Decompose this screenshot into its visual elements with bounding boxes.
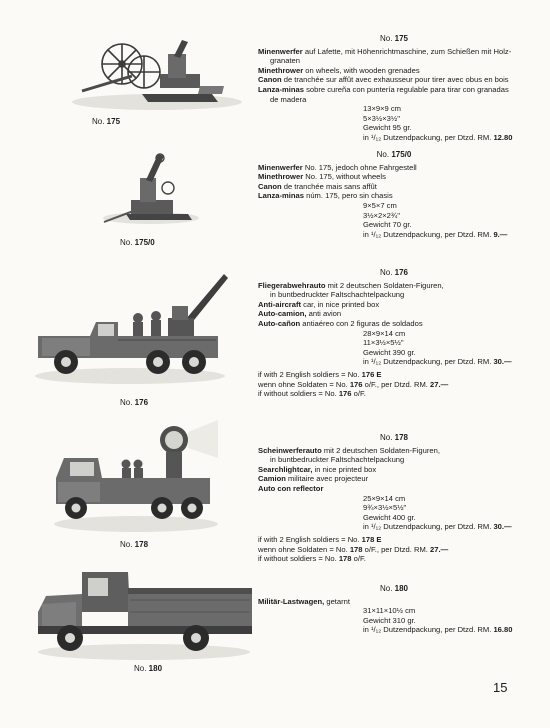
spec-line: 5×3½×3½" — [363, 113, 400, 123]
description-line: granaten — [270, 56, 300, 66]
item-block-180 — [258, 584, 530, 635]
item-number: No. 175/0 — [376, 150, 412, 159]
variant-line: if with 2 English soldiers = No. 178 E — [258, 534, 382, 544]
item-number: No. 175 — [379, 34, 409, 43]
spec-line: 9×5×7 cm — [363, 200, 397, 210]
caption-175-0: No. 175/0 — [120, 238, 155, 247]
description-line: Anti-aircraft car, in nice printed box — [258, 299, 380, 309]
item-number: No. 176 — [379, 268, 409, 277]
description-line: Auto con reflector — [258, 483, 324, 493]
description-line: Minethrower on wheels, with wooden grenades — [258, 65, 420, 75]
price-line: in ¹/₁₂ Dutzendpackung, per Dtzd. RM. 30.— — [363, 357, 512, 367]
variant-line: if without soldiers = No. 178 o/F. — [258, 554, 366, 564]
spec-line: 9¾×3½×5½" — [363, 503, 407, 513]
specs — [258, 606, 530, 635]
item-block-176 — [258, 268, 530, 399]
variant-notes — [258, 370, 530, 399]
spec-line: 28×9×14 cm — [363, 328, 406, 338]
spec-line: 13×9×9 cm — [363, 104, 401, 114]
spec-line: Gewicht 70 gr. — [363, 220, 412, 230]
description-line: Minenwerfer No. 175, jedoch ohne Fahrgestell — [258, 162, 417, 172]
description-line: Searchlightcar, in nice printed box — [258, 464, 377, 474]
spec-line: 3½×2×2¾" — [363, 210, 400, 220]
description-line: Minethrower No. 175, without wheels — [258, 172, 386, 182]
caption-175: No. 175 — [92, 117, 121, 126]
spec-line: Gewicht 95 gr. — [363, 123, 412, 133]
spec-line: 25×9×14 cm — [363, 493, 406, 503]
caption-180: No. 180 — [134, 664, 163, 673]
description-line: in buntbedruckter Faltschachtelpackung — [270, 455, 405, 465]
description-line: Auto-cañon antiaéreo con 2 figuras de soldados — [258, 318, 423, 328]
description-line: Lanza-minas núm. 175, pero sin chasis — [258, 191, 393, 201]
spec-line: 11×3½×5½" — [363, 338, 404, 348]
illustration-175 — [62, 36, 242, 114]
illustration-176 — [30, 266, 230, 388]
caption-176: No. 176 — [120, 398, 149, 407]
description-line: Scheinwerferauto mit 2 deutschen Soldaten-Figuren, — [258, 445, 440, 455]
description-line: Fliegerabwehrauto mit 2 deutschen Soldaten-Figuren, — [258, 280, 444, 290]
spec-line: Gewicht 390 gr. — [363, 347, 416, 357]
description-line: in buntbedruckter Faltschachtelpackung — [270, 290, 405, 300]
description-line: Militär-Lastwagen, getarnt — [258, 596, 351, 606]
description-line: Canon de tranchée mais sans affût — [258, 181, 377, 191]
price-line: in ¹/₁₂ Dutzendpackung, per Dtzd. RM. 9.— — [363, 229, 508, 239]
variant-line: if without soldiers = No. 176 o/F. — [258, 389, 366, 399]
variant-line: if with 2 English soldiers = No. 176 E — [258, 369, 382, 379]
description-line: Minenwerfer auf Lafette, mit Höhenrichtmaschine, zum Schießen mit Holz- — [258, 46, 512, 56]
price-line: in ¹/₁₂ Dutzendpackung, per Dtzd. RM. 16.80 — [363, 625, 513, 635]
specs — [258, 494, 530, 532]
illustration-178 — [50, 418, 220, 536]
page-number: 15 — [493, 680, 508, 695]
specs — [258, 329, 530, 367]
item-number: No. 178 — [379, 433, 409, 442]
variant-line: wenn ohne Soldaten = No. 178 o/F., per Dtzd. RM. 27.— — [258, 544, 449, 554]
variant-line: wenn ohne Soldaten = No. 176 o/F., per Dtzd. RM. 27.— — [258, 379, 449, 389]
description-line: Camion militaire avec projecteur — [258, 474, 369, 484]
description-line: Canon de tranchée sur affût avec exhausseur pour tirer avec obus en bois — [258, 75, 509, 85]
illustration-180 — [32, 566, 254, 662]
illustration-175-0 — [96, 148, 206, 228]
specs — [258, 104, 530, 142]
specs — [258, 201, 530, 239]
description-line: Lanza-minas sobre cureña con puntería regulable para tirar con granadas — [258, 84, 509, 94]
price-line: in ¹/₁₂ Dutzendpackung, per Dtzd. RM. 30.— — [363, 522, 512, 532]
price-line: in ¹/₁₂ Dutzendpackung, per Dtzd. RM. 12.80 — [363, 132, 513, 142]
caption-178: No. 178 — [120, 540, 149, 549]
description-line: Auto-camion, anti avion — [258, 309, 342, 319]
item-block-175-0 — [258, 150, 530, 239]
description-line: de madera — [270, 94, 307, 104]
spec-line: Gewicht 400 gr. — [363, 512, 416, 522]
item-block-175 — [258, 34, 530, 143]
spec-line: Gewicht 310 gr. — [363, 615, 416, 625]
spec-line: 31×11×10½ cm — [363, 606, 416, 616]
variant-notes — [258, 535, 530, 564]
item-block-178 — [258, 433, 530, 564]
item-number: No. 180 — [379, 584, 409, 593]
